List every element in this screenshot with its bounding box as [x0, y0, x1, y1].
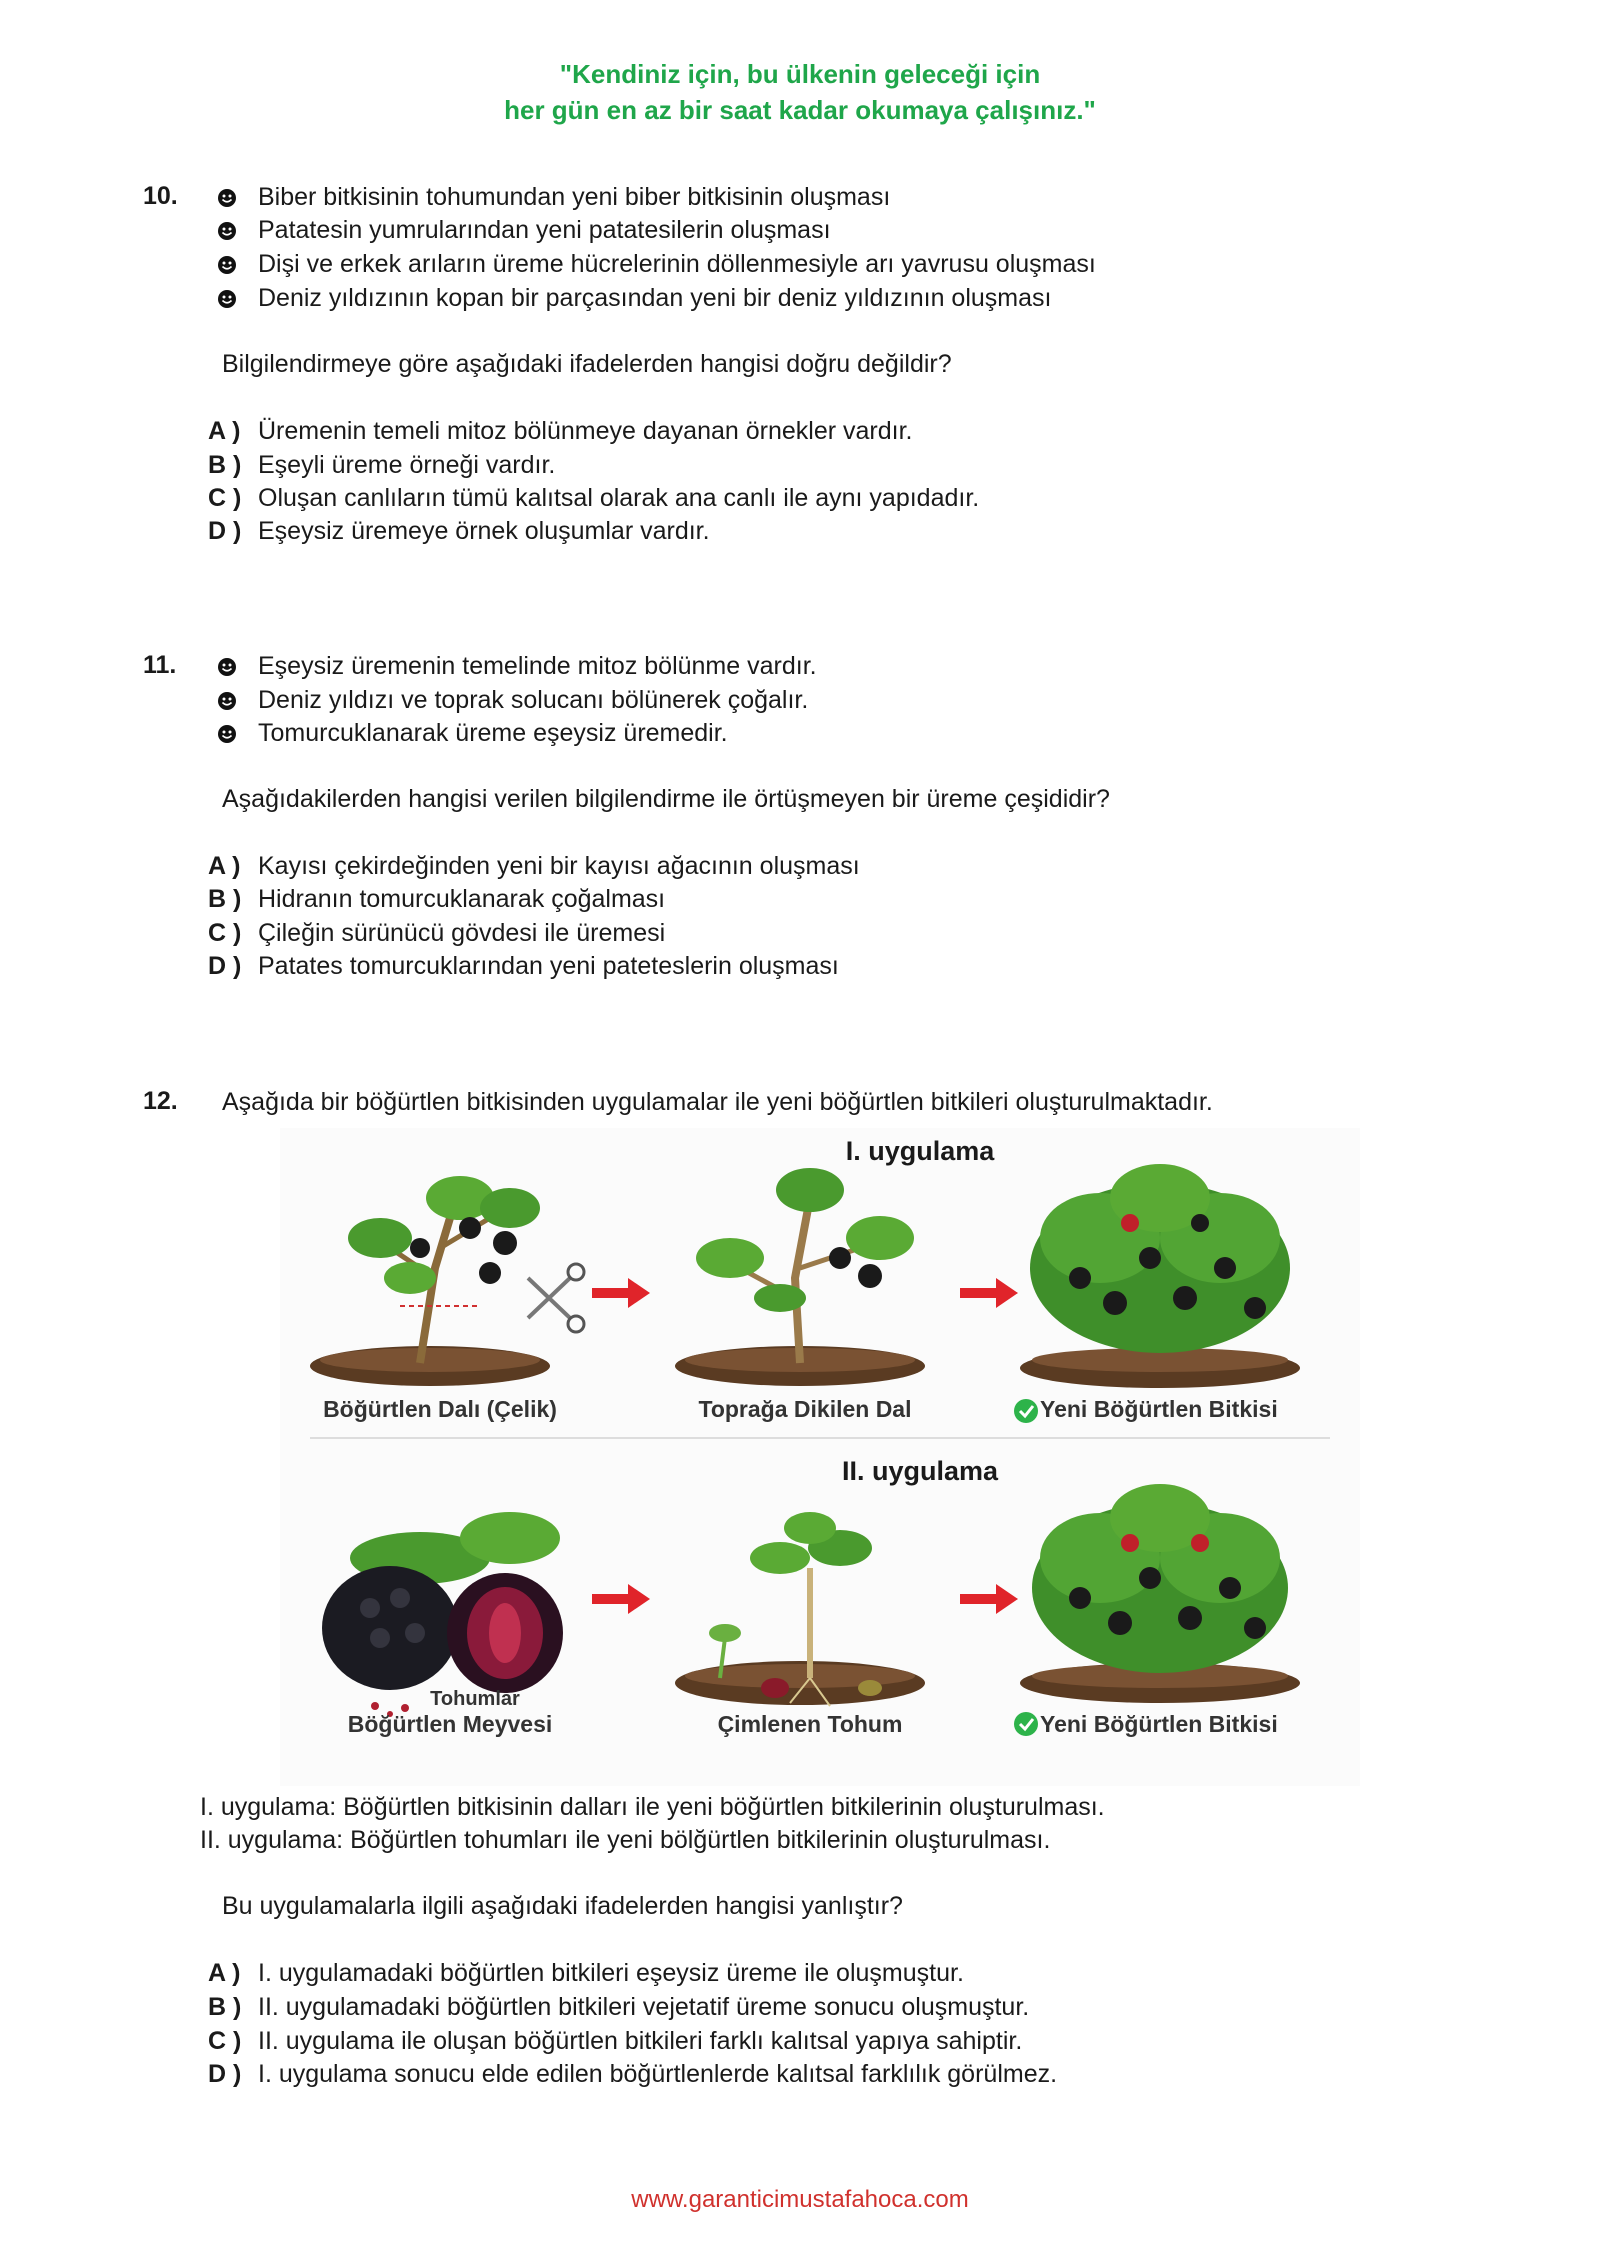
check-icon — [1014, 1712, 1038, 1736]
quote-line-1: "Kendiniz için, bu ülkenin geleceği için — [559, 59, 1041, 89]
option-label[interactable]: D ) — [208, 952, 242, 980]
option-c[interactable]: Çileğin sürünücü gövdesi ile üremesi — [258, 919, 666, 947]
arrow-icon — [960, 1278, 1018, 1308]
blackberry-figure — [280, 1128, 1360, 1786]
quote-line-2: her gün en az bir saat kadar okumaya çalışınız." — [504, 95, 1096, 125]
info-item: Tomurcuklanarak üreme eşeysiz üremedir. — [258, 719, 728, 747]
caption-fruit: Böğürtlen Meyvesi — [347, 1711, 553, 1737]
smiley-bullet-icon — [216, 187, 238, 209]
option-label[interactable]: B ) — [208, 1993, 242, 2021]
smiley-bullet-icon — [216, 723, 238, 745]
option-label[interactable]: C ) — [208, 2027, 242, 2055]
motivational-quote — [0, 56, 1600, 128]
app1-title: I. uygulama — [845, 1136, 995, 1166]
info-item: Deniz yıldızı ve toprak solucanı bölünerek çoğalır. — [258, 686, 809, 714]
option-label[interactable]: C ) — [208, 919, 242, 947]
option-label[interactable]: A ) — [208, 1959, 241, 1987]
option-d[interactable]: Patates tomurcuklarından yeni pateteslerin oluşması — [258, 952, 839, 980]
option-c[interactable]: Oluşan canlıların tümü kalıtsal olarak ana canlı ile aynı yapıdadır. — [258, 484, 980, 512]
option-d[interactable]: I. uygulama sonucu elde edilen böğürtlenlerde kalıtsal farklılık görülmez. — [258, 2060, 1058, 2088]
question-intro: Aşağıda bir böğürtlen bitkisinden uygulamalar ile yeni böğürtlen bitkileri oluşturulmaktadır. — [222, 1088, 1213, 1116]
option-label[interactable]: C ) — [208, 484, 242, 512]
cutting-plant-illustration — [310, 1176, 584, 1386]
new-bush-illustration — [1020, 1484, 1300, 1703]
note-app2: II. uygulama: Böğürtlen tohumları ile yeni bölğürtlen bitkilerinin oluşturulması. — [200, 1826, 1051, 1854]
question-stem: Aşağıdakilerden hangisi verilen bilgilendirme ile örtüşmeyen bir üreme çeşididir? — [222, 785, 1110, 813]
caption-new-plant-2: Yeni Böğürtlen Bitkisi — [1040, 1711, 1278, 1737]
info-item: Biber bitkisinin tohumundan yeni biber bitkisinin oluşması — [258, 183, 891, 211]
question-stem: Bilgilendirmeye göre aşağıdaki ifadelerden hangisi doğru değildir? — [222, 350, 952, 378]
info-item: Dişi ve erkek arıların üreme hücrelerinin döllenmesiyle arı yavrusu oluşması — [258, 250, 1096, 278]
option-d[interactable]: Eşeysiz üremeye örnek oluşumlar vardır. — [258, 517, 710, 545]
arrow-icon — [592, 1584, 650, 1614]
caption-new-plant-1: Yeni Böğürtlen Bitkisi — [1040, 1396, 1278, 1422]
option-a[interactable]: Üremenin temeli mitoz bölünmeye dayanan örnekler vardır. — [258, 417, 913, 445]
smiley-bullet-icon — [216, 288, 238, 310]
option-label[interactable]: A ) — [208, 852, 241, 880]
new-bush-illustration — [1020, 1164, 1300, 1388]
smiley-bullet-icon — [216, 656, 238, 678]
caption-seeds: Tohumlar — [430, 1688, 520, 1710]
smiley-bullet-icon — [216, 690, 238, 712]
smiley-bullet-icon — [216, 220, 238, 242]
option-b[interactable]: Hidranın tomurcuklanarak çoğalması — [258, 885, 666, 913]
germinating-seed-illustration — [675, 1512, 925, 1706]
question-stem: Bu uygulamalarla ilgili aşağıdaki ifadelerden hangisi yanlıştır? — [222, 1892, 903, 1920]
option-label[interactable]: A ) — [208, 417, 241, 445]
info-item: Patatesin yumrularından yeni patatesilerin oluşması — [258, 216, 831, 244]
note-app1: I. uygulama: Böğürtlen bitkisinin dalları ile yeni böğürtlen bitkilerinin oluşturulması. — [200, 1793, 1105, 1821]
question-number: 10. — [143, 182, 178, 210]
option-label[interactable]: D ) — [208, 517, 242, 545]
question-number: 12. — [143, 1087, 178, 1115]
check-icon — [1014, 1399, 1038, 1423]
option-a[interactable]: Kayısı çekirdeğinden yeni bir kayısı ağacının oluşması — [258, 852, 860, 880]
option-a[interactable]: I. uygulamadaki böğürtlen bitkileri eşeysiz üreme ile oluşmuştur. — [258, 1959, 964, 1987]
arrow-icon — [960, 1584, 1018, 1614]
option-label[interactable]: D ) — [208, 2060, 242, 2088]
info-item: Eşeysiz üremenin temelinde mitoz bölünme vardır. — [258, 652, 817, 680]
option-label[interactable]: B ) — [208, 451, 242, 479]
option-label[interactable]: B ) — [208, 885, 242, 913]
option-c[interactable]: II. uygulama ile oluşan böğürtlen bitkileri farklı kalıtsal yapıya sahiptir. — [258, 2027, 1023, 2055]
arrow-icon — [592, 1278, 650, 1308]
smiley-bullet-icon — [216, 254, 238, 276]
planted-cutting-illustration — [675, 1168, 925, 1386]
question-number: 11. — [143, 651, 177, 679]
caption-planted-cutting: Toprağa Dikilen Dal — [698, 1396, 912, 1422]
caption-cutting: Böğürtlen Dalı (Çelik) — [323, 1396, 557, 1422]
option-b[interactable]: II. uygulamadaki böğürtlen bitkileri vejetatif üreme sonucu oluşmuştur. — [258, 1993, 1030, 2021]
footer-url[interactable]: www.garanticimustafahoca.com — [631, 2186, 969, 2213]
option-b[interactable]: Eşeyli üreme örneği vardır. — [258, 451, 556, 479]
app2-title: II. uygulama — [841, 1456, 999, 1486]
blackberry-fruit-illustration — [322, 1512, 563, 1717]
caption-germinating-seed: Çimlenen Tohum — [717, 1711, 903, 1737]
info-item: Deniz yıldızının kopan bir parçasından yeni bir deniz yıldızının oluşması — [258, 284, 1052, 312]
